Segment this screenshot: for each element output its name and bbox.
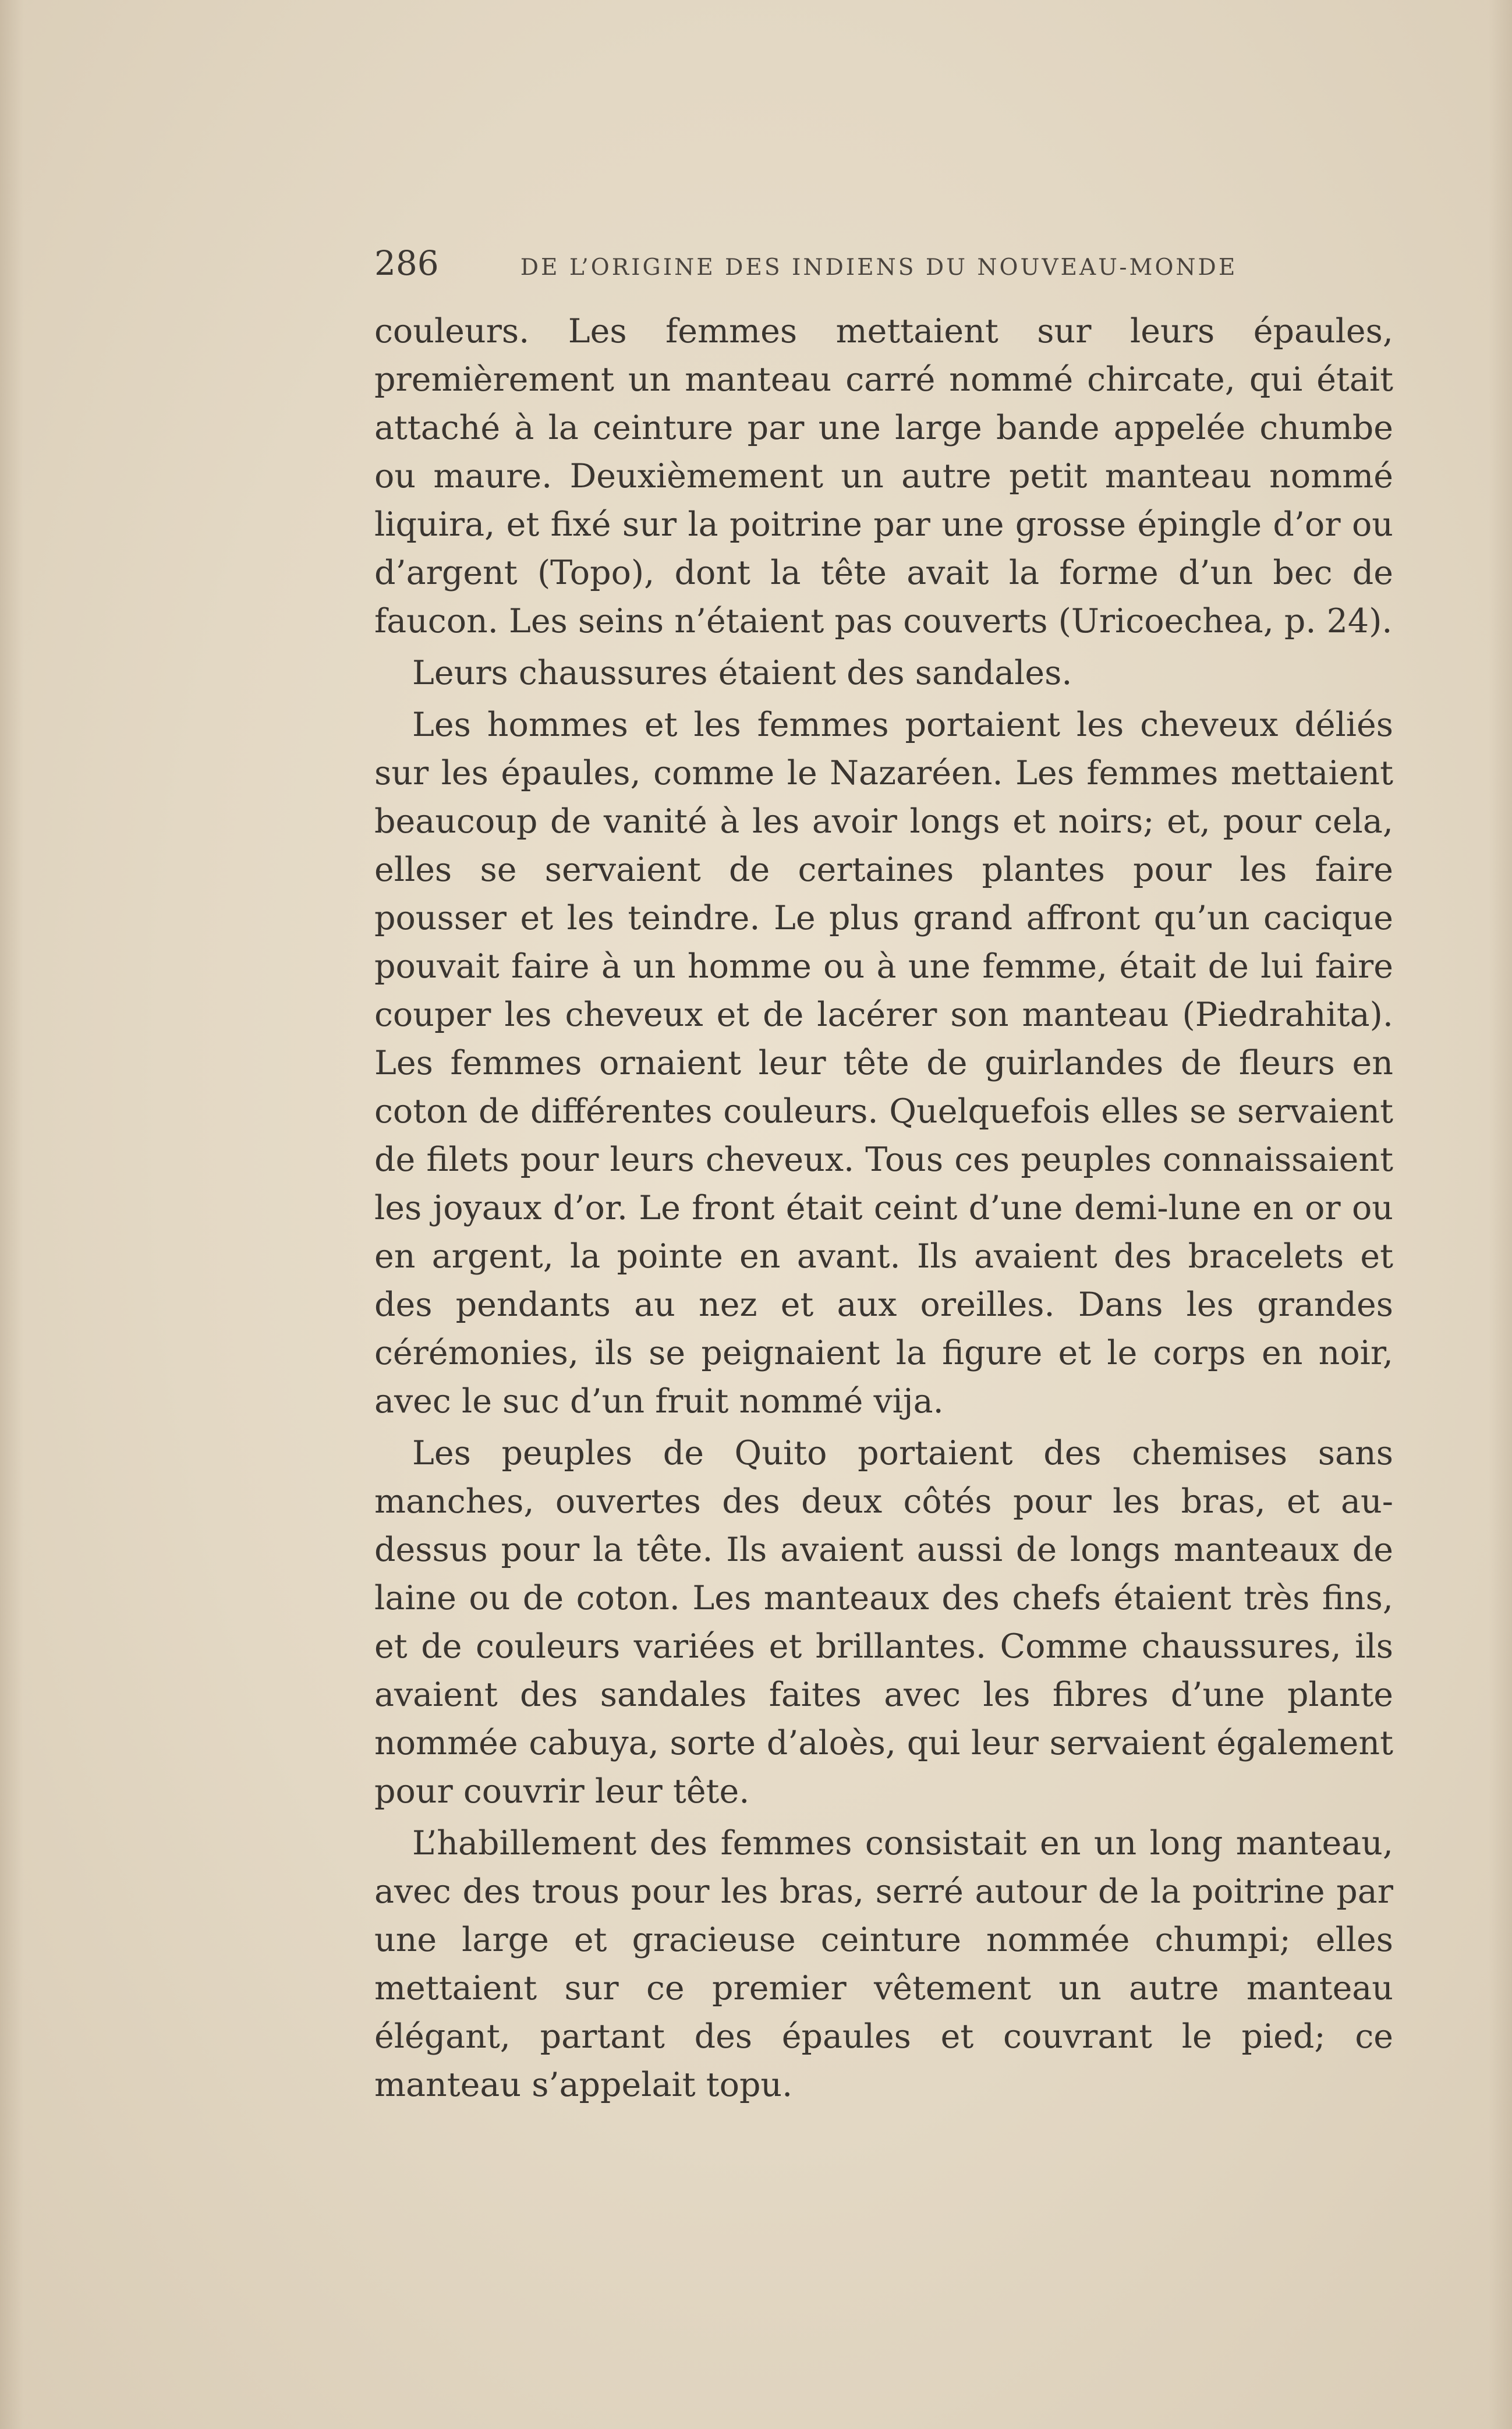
page-content bbox=[374, 243, 1393, 2109]
paragraph: Leurs chaussures étaient des sandales. bbox=[412, 654, 1072, 692]
running-title: DE L’ORIGINE DES INDIENS DU NOUVEAU-MONDE bbox=[520, 254, 1238, 281]
paragraph: L’habillement des femmes consistait en un long manteau, avec des trous pour les bras, serré autour de la poitrine par une large et gracieuse ceinture nommée chumpi; elles mettaient sur ce premier vêtement un autre manteau élégant, partant des épaules et couvrant le pied; ce manteau s’appelait topu. bbox=[374, 1824, 1393, 2104]
running-head bbox=[374, 243, 1393, 296]
page-number: 286 bbox=[374, 243, 439, 283]
paragraph-continued: couleurs. Les femmes mettaient sur leurs épaules, premièrement un manteau carré nommé chircate, qui était attaché à la ceinture par une large bande appelée chumbe ou maure. Deuxièmement un autre petit manteau nommé liquira, et fixé sur la poitrine par une grosse épingle d’or ou d’argent (Topo), dont la tête avait la forme d’un bec de faucon. Les seins n’étaient pas couverts (Uricoechea, p. 24). bbox=[374, 312, 1393, 640]
paragraph: Les hommes et les femmes portaient les cheveux déliés sur les épaules, comme le Nazaréen. Les femmes mettaient beaucoup de vanité à les avoir longs et noirs; et, pour cela, elles se servaient de certaines plantes pour les faire pousser et les teindre. Le plus grand affront qu’un cacique pouvait faire à un homme ou à une femme, était de lui faire couper les cheveux et de lacérer son manteau (Piedrahita). Les femmes ornaient leur tête de guirlandes de fleurs en coton de différentes couleurs. Quelquefois elles se servaient de filets pour leurs cheveux. Tous ces peuples connaissaient les joyaux d’or. Le front était ceint d’une demi-lune en or ou en argent, la pointe en avant. Ils avaient des bracelets et des pendants au nez et aux oreilles. Dans les grandes cérémonies, ils se peignaient la figure et le corps en noir, avec le suc d’un fruit nommé vija. bbox=[374, 706, 1393, 1421]
page-edge-left bbox=[0, 0, 23, 2429]
paragraph: Les peuples de Quito portaient des chemises sans manches, ouvertes des deux côtés pour les bras, et au-dessus pour la tête. Ils avaient aussi de longs manteaux de laine ou de coton. Les manteaux des chefs étaient très fins, et de couleurs variées et brillantes. Comme chaussures, ils avaient des sandales faites avec les fibres d’une plante nommée cabuya, sorte d’aloès, qui leur servaient également pour couvrir leur tête. bbox=[374, 1434, 1393, 1811]
page-edge-right bbox=[1489, 0, 1512, 2429]
